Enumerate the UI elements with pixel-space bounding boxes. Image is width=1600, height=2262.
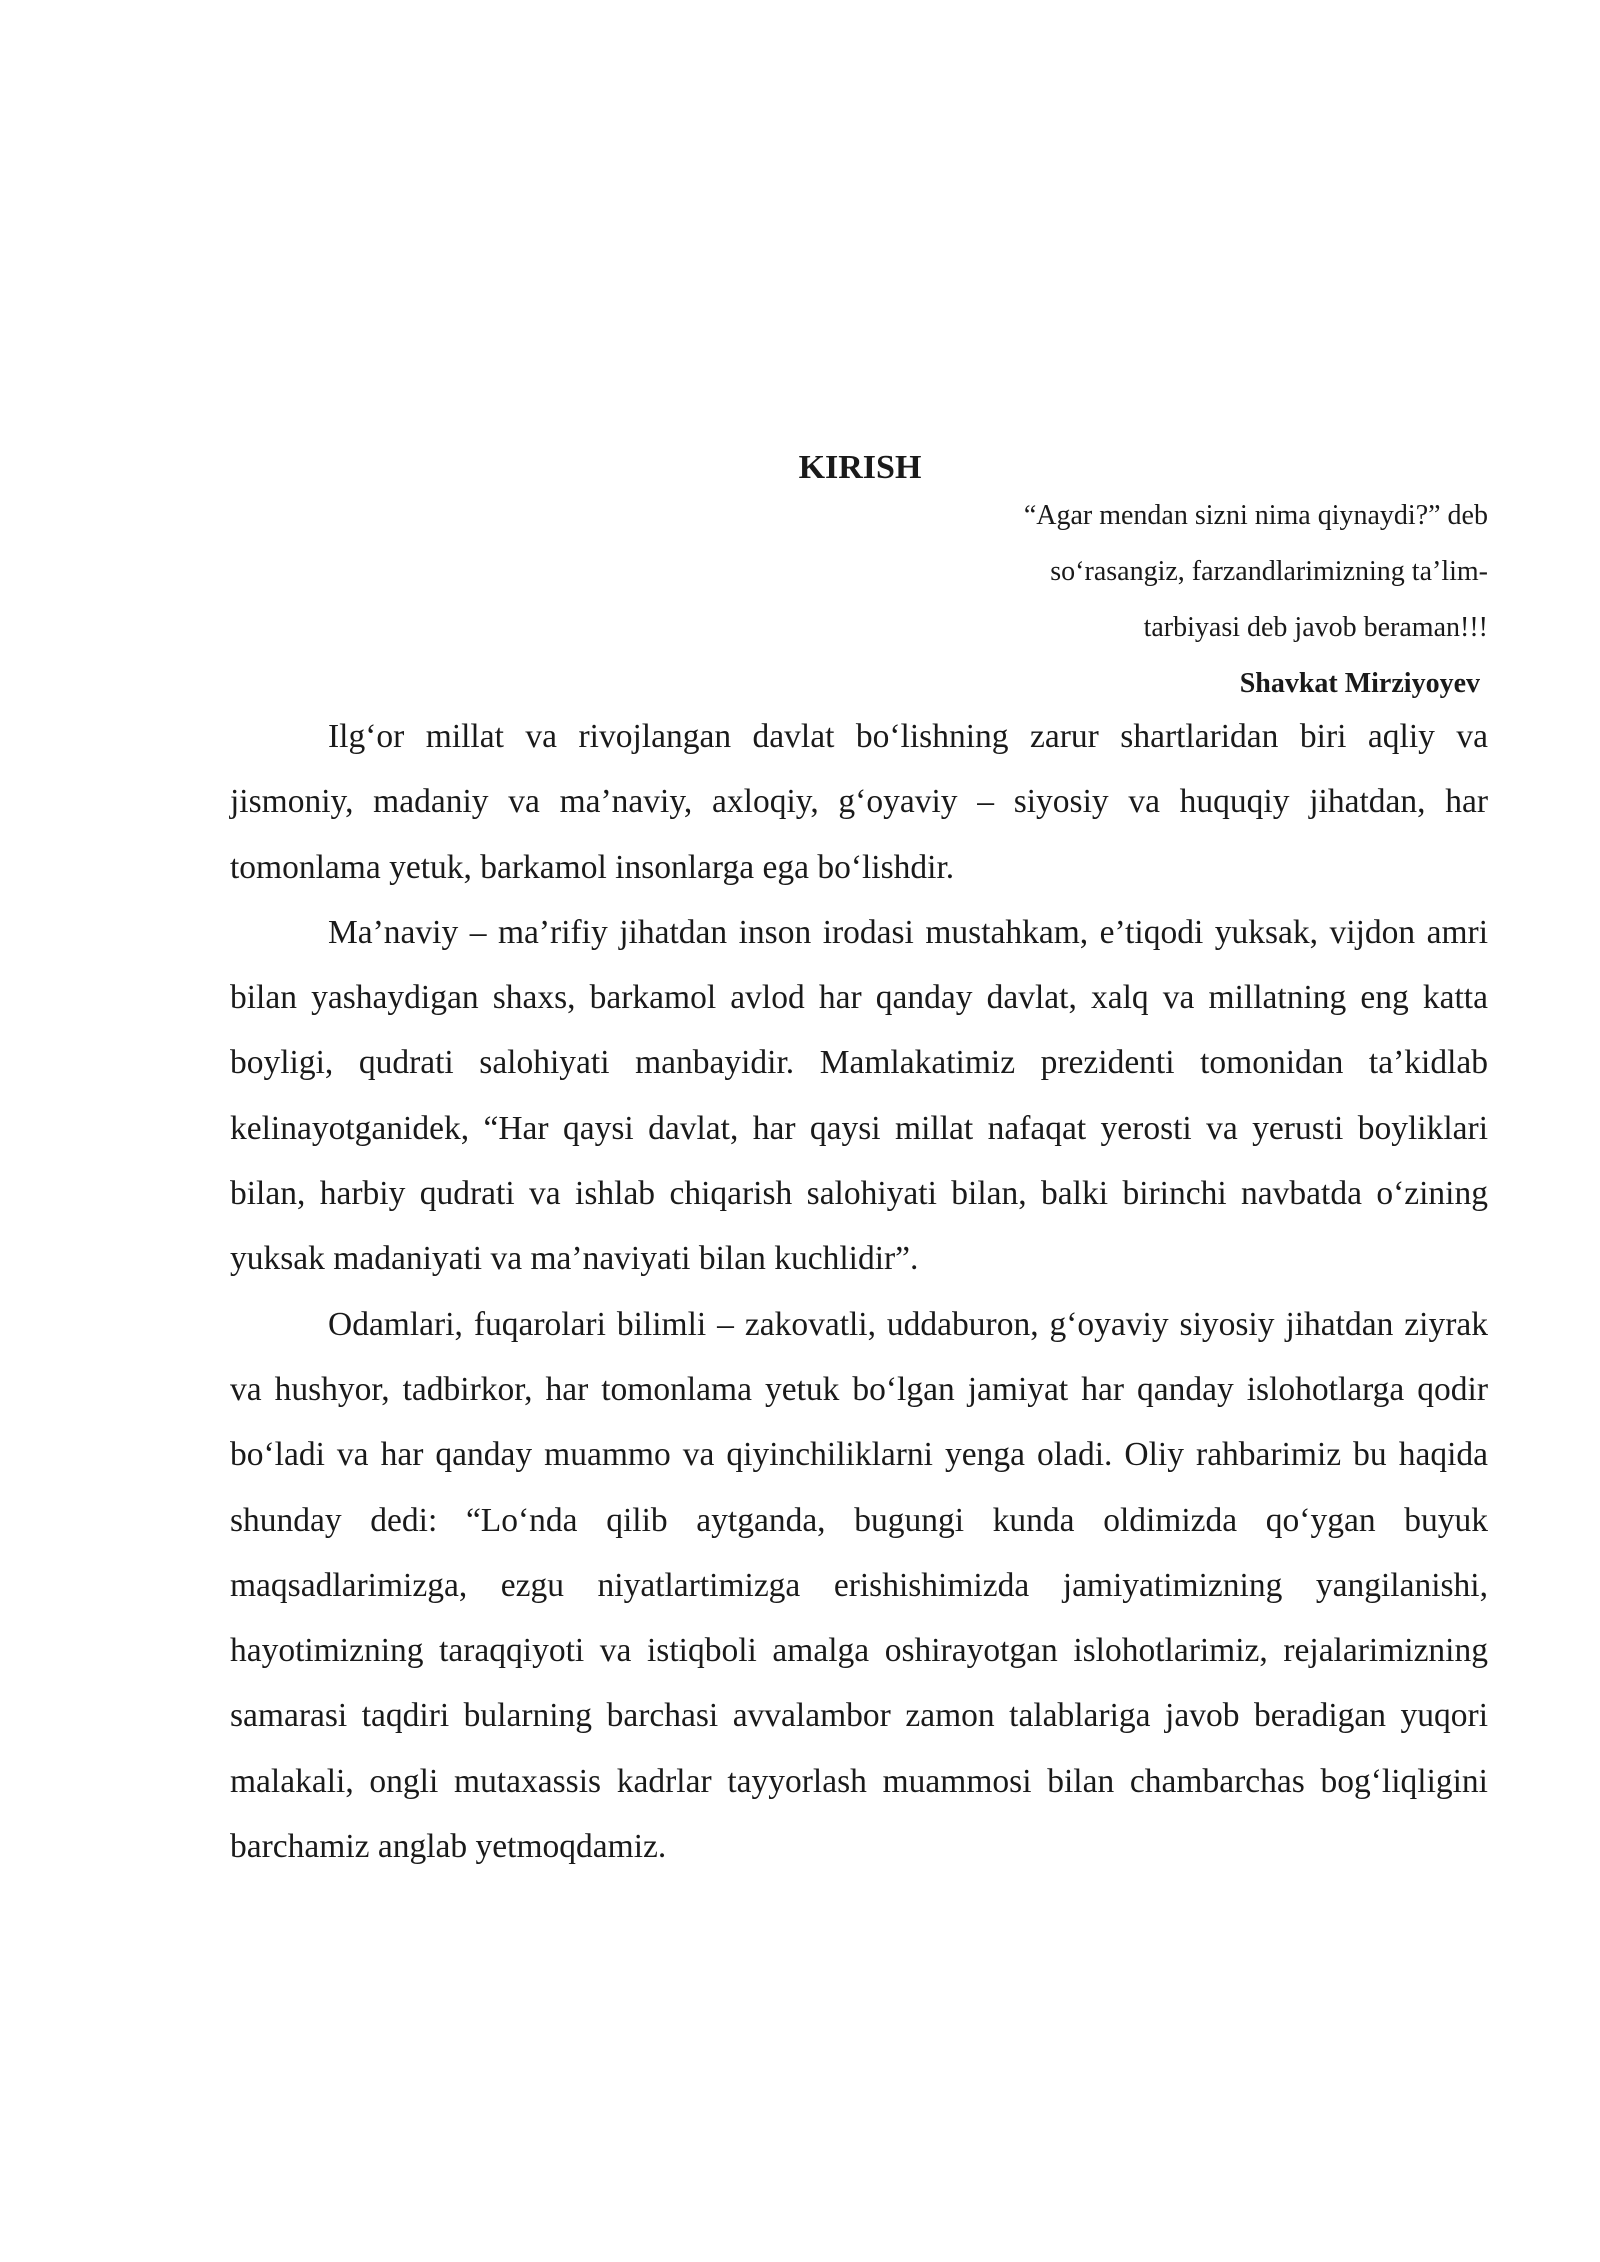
body-text <box>230 704 1488 1879</box>
paragraph: Ilg‘or millat va rivojlangan davlat bo‘lishning zarur shartlaridan biri aqliy va jismoniy, madaniy va ma’naviy, axloqiy, g‘oyaviy – siyosiy va huquqiy jihatdan, har tomonlama yetuk, barkamol insonlarga ega bo‘lishdir. <box>230 718 1488 886</box>
paragraph: Ma’naviy – ma’rifiy jihatdan inson irodasi mustahkam, e’tiqodi yuksak, vijdon amri bilan yashaydigan shaxs, barkamol avlod har qanday davlat, xalq va millatning eng katta boyligi, qudrati salohiyati manbayidir. Mamlakatimiz prezidenti tomonidan ta’kidlab kelinayotganidek, “Har qaysi davlat, har qaysi millat nafaqat yerosti va yerusti boyliklari bilan, harbiy qudrati va ishlab chiqarish salohiyati bilan, balki birinchi navbatda o‘zining yuksak madaniyati va ma’naviyati bilan kuchlidir”. <box>230 913 1488 1278</box>
epigraph-author: Shavkat Mirziyoyev <box>1239 668 1480 699</box>
epigraph-line: tarbiyasi deb javob beraman!!! <box>1143 612 1488 643</box>
epigraph-line: “Agar mendan sizni nima qiynaydi?” deb <box>1023 500 1488 531</box>
epigraph-line: so‘rasangiz, farzandlarimizning ta’lim- <box>1050 556 1488 587</box>
paragraph: Odamlari, fuqarolari bilimli – zakovatli, uddaburon, g‘oyaviy siyosiy jihatdan ziyrak va hushyor, tadbirkor, har tomonlama yetuk bo‘lgan jamiyat har qanday islohotlarga qodir bo‘ladi va har qanday muammo va qiyinchiliklarni yenga oladi. Oliy rahbarimiz bu haqida shunday dedi: “Lo‘nda qilib aytganda, bugungi kunda oldimizda qo‘ygan buyuk maqsadlarimizga, ezgu niyatlartimizga erishishimizda jamiyatimizning yangilanishi, hayotimizning taraqqiyoti va istiqboli amalga oshirayotgan islohotlarimiz, rejalarimizning samarasi taqdiri bularning barchasi avvalambor zamon talablariga javob beradigan yuqori malakali, ongli mutaxassis kadrlar tayyorlash muammosi bilan chambarchas bog‘liqligini barchamiz anglab yetmoqdamiz. <box>230 1305 1488 1866</box>
page-title: KIRISH <box>798 449 922 486</box>
epigraph <box>928 488 1488 712</box>
